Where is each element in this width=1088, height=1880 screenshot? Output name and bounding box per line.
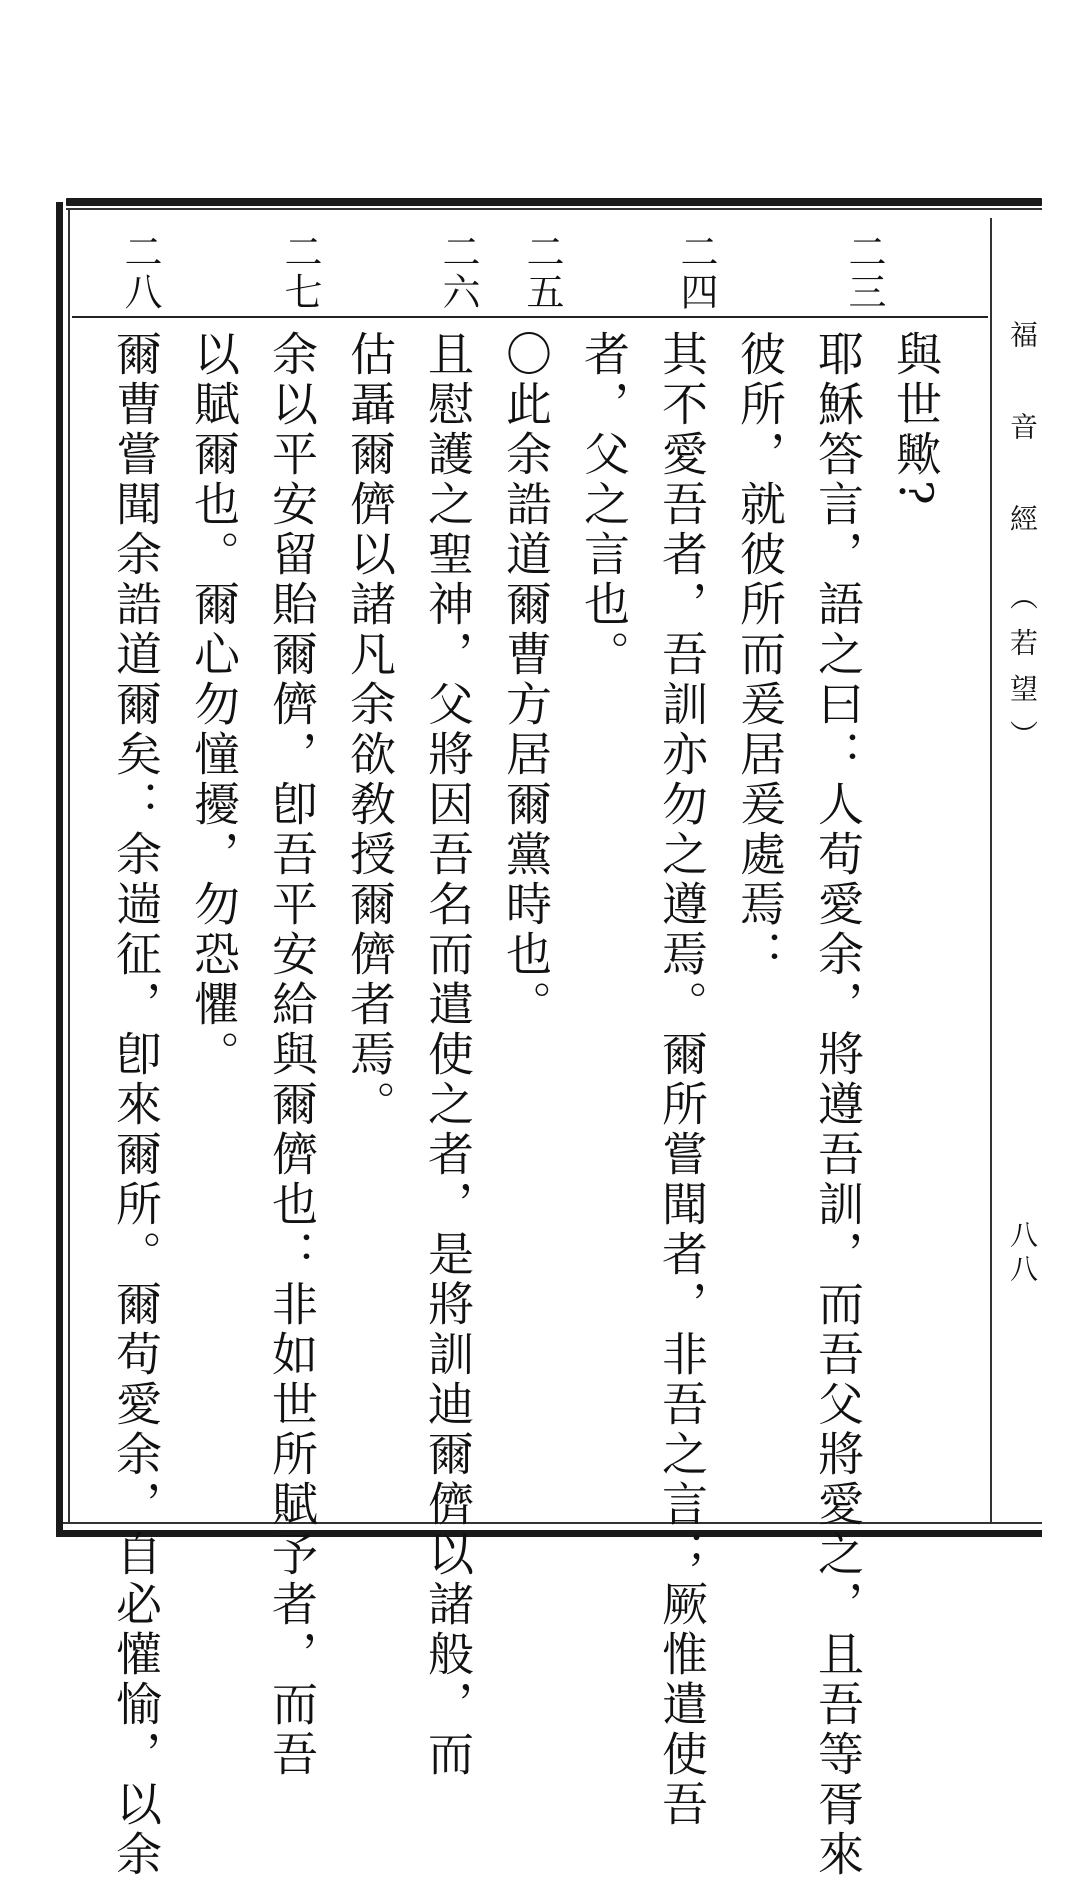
- running-head-divider: [990, 218, 992, 1522]
- text-column-8: 估聶爾儕以諸凡余欲敎授爾儕者焉。: [343, 330, 397, 1130]
- verse-number-28: 二八: [118, 232, 162, 312]
- frame-top-inner-rule: [66, 208, 1042, 210]
- verse-number-24: 二四: [674, 232, 718, 312]
- text-column-9: 余以平安留貽爾儕，卽吾平安給與爾儕也：非如世所賦予者，而吾: [265, 330, 319, 1780]
- verse-number-26: 二六: [436, 232, 480, 312]
- text-column-1: 與世歟?: [889, 330, 943, 509]
- running-head: 福 音 經 （若望）: [1006, 320, 1039, 766]
- text-column-7: 且慰護之聖神，父將因吾名而遣使之者，是將訓迪爾儕以諸般，而: [421, 330, 475, 1780]
- verse-number-25: 二五: [520, 232, 564, 312]
- text-column-5: 者，父之言也。: [577, 330, 631, 680]
- verse-number-27: 二七: [278, 232, 322, 312]
- frame-bottom-rule: [56, 1530, 1042, 1537]
- text-column-11: 爾曹嘗聞余誥道爾矣：余遄征，卽來爾所。爾苟愛余，自必懽愉，以余: [109, 330, 163, 1880]
- text-column-10: 以賦爾也。爾心勿憧擾，勿恐懼。: [187, 330, 241, 1080]
- frame-top-rule: [66, 198, 1042, 206]
- text-column-6: 〇此余誥道爾曹方居爾黨時也。: [499, 330, 553, 1030]
- page-number: 八八: [1006, 1220, 1039, 1288]
- frame-bottom-inner-rule: [56, 1522, 1042, 1524]
- verse-number-divider: [72, 316, 988, 318]
- verse-number-23: 二三: [842, 232, 886, 312]
- text-column-2: 耶穌答言，語之曰：人苟愛余，將遵吾訓，而吾父將愛之，且吾等胥來: [811, 330, 865, 1880]
- text-column-3: 彼所，就彼所而爰居爰處焉：: [733, 330, 787, 980]
- frame-left-rule: [56, 202, 63, 1536]
- frame-left-inner-rule: [68, 210, 70, 1524]
- text-column-4: 其不愛吾者，吾訓亦勿之遵焉。爾所嘗聞者，非吾之言；厥惟遣使吾: [655, 330, 709, 1830]
